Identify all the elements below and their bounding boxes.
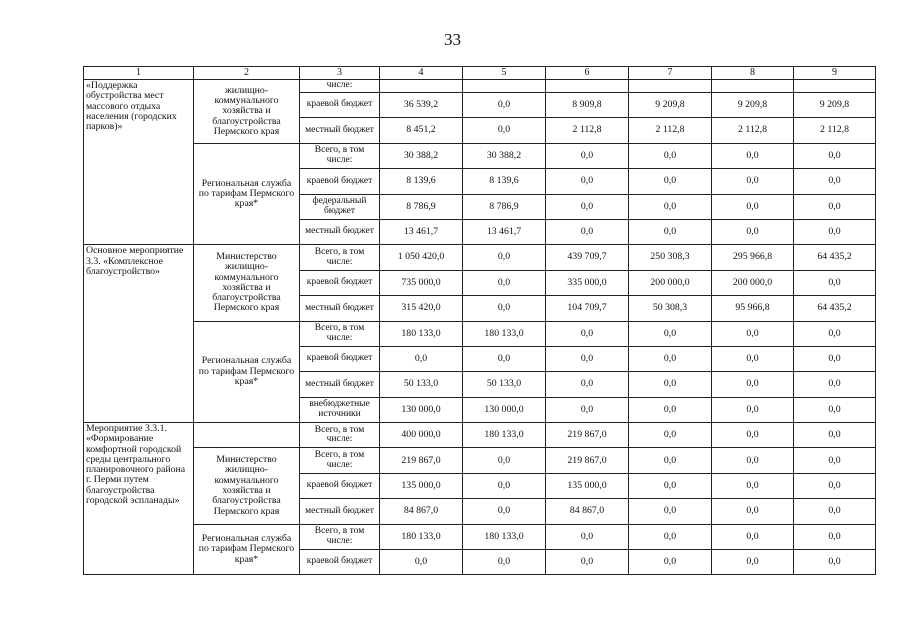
value-cell: 30 388,2 — [380, 143, 463, 168]
value-cell: 0,0 — [380, 550, 463, 575]
value-cell: 0,0 — [794, 499, 876, 524]
value-cell: 2 112,8 — [629, 118, 712, 143]
value-cell: 104 709,7 — [546, 296, 629, 321]
value-cell: 0,0 — [463, 118, 546, 143]
value-cell: 180 133,0 — [463, 423, 546, 448]
value-cell: 0,0 — [794, 524, 876, 549]
value-cell: 0,0 — [794, 270, 876, 295]
funding-source-cell: Всего, в том числе: — [300, 143, 380, 168]
funding-source-cell: Всего, в том числе: — [300, 448, 380, 473]
value-cell: 0,0 — [712, 524, 794, 549]
value-cell: 2 112,8 — [546, 118, 629, 143]
value-cell: 30 388,2 — [463, 143, 546, 168]
funding-source-cell: краевой бюджет — [300, 473, 380, 498]
value-cell: 180 133,0 — [463, 321, 546, 346]
value-cell: 0,0 — [546, 219, 629, 244]
value-cell: 50 308,3 — [629, 296, 712, 321]
value-cell: 0,0 — [629, 524, 712, 549]
funding-source-cell: числе: — [300, 80, 380, 93]
header-cell: 7 — [629, 67, 712, 80]
value-cell: 8 139,6 — [463, 169, 546, 194]
value-cell: 200 000,0 — [629, 270, 712, 295]
table-row — [84, 524, 876, 549]
value-cell: 0,0 — [712, 321, 794, 346]
header-cell: 1 — [84, 67, 194, 80]
funding-source-cell: краевой бюджет — [300, 346, 380, 371]
value-cell: 9 209,8 — [712, 93, 794, 118]
value-cell: 0,0 — [712, 448, 794, 473]
funding-source-cell: федеральный бюджет — [300, 194, 380, 219]
value-cell: 0,0 — [794, 143, 876, 168]
responsible-cell: жилищно-коммунального хозяйства и благоустройства Пермского края — [194, 80, 300, 144]
funding-source-cell: местный бюджет — [300, 118, 380, 143]
table-row — [84, 423, 876, 448]
value-cell: 200 000,0 — [712, 270, 794, 295]
value-cell: 0,0 — [463, 270, 546, 295]
value-cell: 130 000,0 — [463, 397, 546, 422]
value-cell: 0,0 — [629, 397, 712, 422]
header-cell: 5 — [463, 67, 546, 80]
value-cell: 0,0 — [546, 169, 629, 194]
value-cell: 0,0 — [712, 143, 794, 168]
value-cell: 0,0 — [463, 448, 546, 473]
funding-source-cell: Всего, в том числе: — [300, 423, 380, 448]
value-cell — [794, 80, 876, 93]
value-cell: 0,0 — [629, 499, 712, 524]
value-cell: 180 133,0 — [463, 524, 546, 549]
table-row — [84, 448, 876, 473]
value-cell: 0,0 — [629, 346, 712, 371]
responsible-cell: Министерство жилищно-коммунального хозяйства и благоустройства Пермского края — [194, 245, 300, 321]
value-cell: 8 909,8 — [546, 93, 629, 118]
header-cell: 3 — [300, 67, 380, 80]
value-cell — [546, 80, 629, 93]
header-cell: 9 — [794, 67, 876, 80]
value-cell: 36 539,2 — [380, 93, 463, 118]
value-cell: 8 786,9 — [380, 194, 463, 219]
funding-source-cell: Всего, в том числе: — [300, 524, 380, 549]
value-cell: 0,0 — [546, 194, 629, 219]
value-cell: 0,0 — [629, 143, 712, 168]
table-row — [84, 80, 876, 93]
table-row — [84, 245, 876, 270]
header-cell: 8 — [712, 67, 794, 80]
value-cell: 0,0 — [629, 423, 712, 448]
value-cell: 0,0 — [794, 219, 876, 244]
value-cell: 0,0 — [794, 448, 876, 473]
value-cell: 219 867,0 — [546, 448, 629, 473]
value-cell: 0,0 — [794, 169, 876, 194]
value-cell: 0,0 — [794, 346, 876, 371]
value-cell: 0,0 — [712, 423, 794, 448]
program-name-cell: Основное мероприятие 3.3. «Комплексное благоустройство» — [84, 245, 194, 423]
value-cell: 0,0 — [712, 194, 794, 219]
value-cell: 180 133,0 — [380, 321, 463, 346]
value-cell: 250 308,3 — [629, 245, 712, 270]
value-cell: 0,0 — [463, 296, 546, 321]
value-cell: 219 867,0 — [380, 448, 463, 473]
value-cell: 8 451,2 — [380, 118, 463, 143]
value-cell: 219 867,0 — [546, 423, 629, 448]
value-cell — [712, 80, 794, 93]
value-cell: 0,0 — [546, 346, 629, 371]
value-cell: 0,0 — [463, 346, 546, 371]
value-cell: 0,0 — [629, 448, 712, 473]
value-cell: 0,0 — [546, 321, 629, 346]
header-cell: 4 — [380, 67, 463, 80]
funding-source-cell: местный бюджет — [300, 372, 380, 397]
value-cell — [629, 80, 712, 93]
header-row — [84, 67, 876, 80]
value-cell: 295 966,8 — [712, 245, 794, 270]
value-cell: 180 133,0 — [380, 524, 463, 549]
value-cell: 135 000,0 — [546, 473, 629, 498]
header-cell: 6 — [546, 67, 629, 80]
responsible-cell: Министерство жилищно-коммунального хозяйства и благоустройства Пермского края — [194, 448, 300, 524]
value-cell: 0,0 — [794, 194, 876, 219]
value-cell: 50 133,0 — [463, 372, 546, 397]
funding-source-cell: краевой бюджет — [300, 550, 380, 575]
value-cell: 0,0 — [794, 321, 876, 346]
value-cell: 0,0 — [629, 169, 712, 194]
value-cell: 0,0 — [794, 550, 876, 575]
funding-source-cell: краевой бюджет — [300, 270, 380, 295]
value-cell: 95 966,8 — [712, 296, 794, 321]
value-cell: 0,0 — [629, 372, 712, 397]
value-cell: 0,0 — [463, 93, 546, 118]
value-cell: 0,0 — [712, 499, 794, 524]
funding-source-cell: Всего, в том числе: — [300, 245, 380, 270]
value-cell: 0,0 — [629, 473, 712, 498]
value-cell: 2 112,8 — [794, 118, 876, 143]
funding-source-cell: внебюджетные источники — [300, 397, 380, 422]
funding-source-cell: краевой бюджет — [300, 93, 380, 118]
value-cell: 0,0 — [629, 219, 712, 244]
responsible-cell: Региональная служба по тарифам Пермского края* — [194, 143, 300, 245]
value-cell: 0,0 — [546, 397, 629, 422]
value-cell: 0,0 — [546, 524, 629, 549]
value-cell: 84 867,0 — [380, 499, 463, 524]
table-body — [84, 80, 876, 575]
responsible-cell: Региональная служба по тарифам Пермского края* — [194, 524, 300, 575]
value-cell: 335 000,0 — [546, 270, 629, 295]
value-cell: 0,0 — [712, 473, 794, 498]
value-cell: 50 133,0 — [380, 372, 463, 397]
value-cell: 64 435,2 — [794, 245, 876, 270]
responsible-cell — [194, 423, 300, 448]
value-cell: 315 420,0 — [380, 296, 463, 321]
value-cell: 130 000,0 — [380, 397, 463, 422]
value-cell: 0,0 — [463, 245, 546, 270]
value-cell: 64 435,2 — [794, 296, 876, 321]
value-cell: 84 867,0 — [546, 499, 629, 524]
value-cell: 9 209,8 — [794, 93, 876, 118]
value-cell: 0,0 — [546, 143, 629, 168]
value-cell: 0,0 — [712, 372, 794, 397]
value-cell: 0,0 — [629, 550, 712, 575]
value-cell: 0,0 — [380, 346, 463, 371]
value-cell: 0,0 — [629, 194, 712, 219]
value-cell: 0,0 — [794, 397, 876, 422]
funding-source-cell: местный бюджет — [300, 296, 380, 321]
value-cell: 2 112,8 — [712, 118, 794, 143]
value-cell: 8 139,6 — [380, 169, 463, 194]
table-row — [84, 321, 876, 346]
value-cell: 0,0 — [712, 550, 794, 575]
value-cell: 0,0 — [794, 372, 876, 397]
value-cell: 0,0 — [546, 372, 629, 397]
value-cell: 735 000,0 — [380, 270, 463, 295]
value-cell: 135 000,0 — [380, 473, 463, 498]
value-cell: 0,0 — [629, 321, 712, 346]
value-cell: 0,0 — [463, 473, 546, 498]
value-cell: 439 709,7 — [546, 245, 629, 270]
funding-source-cell: краевой бюджет — [300, 169, 380, 194]
value-cell: 0,0 — [794, 473, 876, 498]
value-cell: 0,0 — [712, 219, 794, 244]
value-cell: 0,0 — [463, 550, 546, 575]
page-number: 33 — [444, 30, 461, 49]
header-cell: 2 — [194, 67, 300, 80]
value-cell: 0,0 — [712, 169, 794, 194]
value-cell: 0,0 — [463, 499, 546, 524]
value-cell: 0,0 — [546, 550, 629, 575]
funding-source-cell: местный бюджет — [300, 499, 380, 524]
value-cell: 1 050 420,0 — [380, 245, 463, 270]
program-name-cell: Мероприятие 3.3.1. «Формирование комфортной городской среды центрального планировочного района г. Перми путем благоустройства городской эспланады» — [84, 423, 194, 575]
value-cell: 9 209,8 — [629, 93, 712, 118]
funding-source-cell: Всего, в том числе: — [300, 321, 380, 346]
value-cell: 0,0 — [712, 397, 794, 422]
value-cell: 0,0 — [712, 346, 794, 371]
value-cell: 400 000,0 — [380, 423, 463, 448]
value-cell: 13 461,7 — [463, 219, 546, 244]
value-cell — [463, 80, 546, 93]
budget-table — [83, 66, 876, 575]
responsible-cell: Региональная служба по тарифам Пермского края* — [194, 321, 300, 423]
funding-source-cell: местный бюджет — [300, 219, 380, 244]
value-cell: 13 461,7 — [380, 219, 463, 244]
value-cell: 0,0 — [794, 423, 876, 448]
table-row — [84, 143, 876, 168]
value-cell — [380, 80, 463, 93]
value-cell: 8 786,9 — [463, 194, 546, 219]
program-name-cell: «Поддержка обустройства мест массового отдыха населения (городских парков)» — [84, 80, 194, 245]
